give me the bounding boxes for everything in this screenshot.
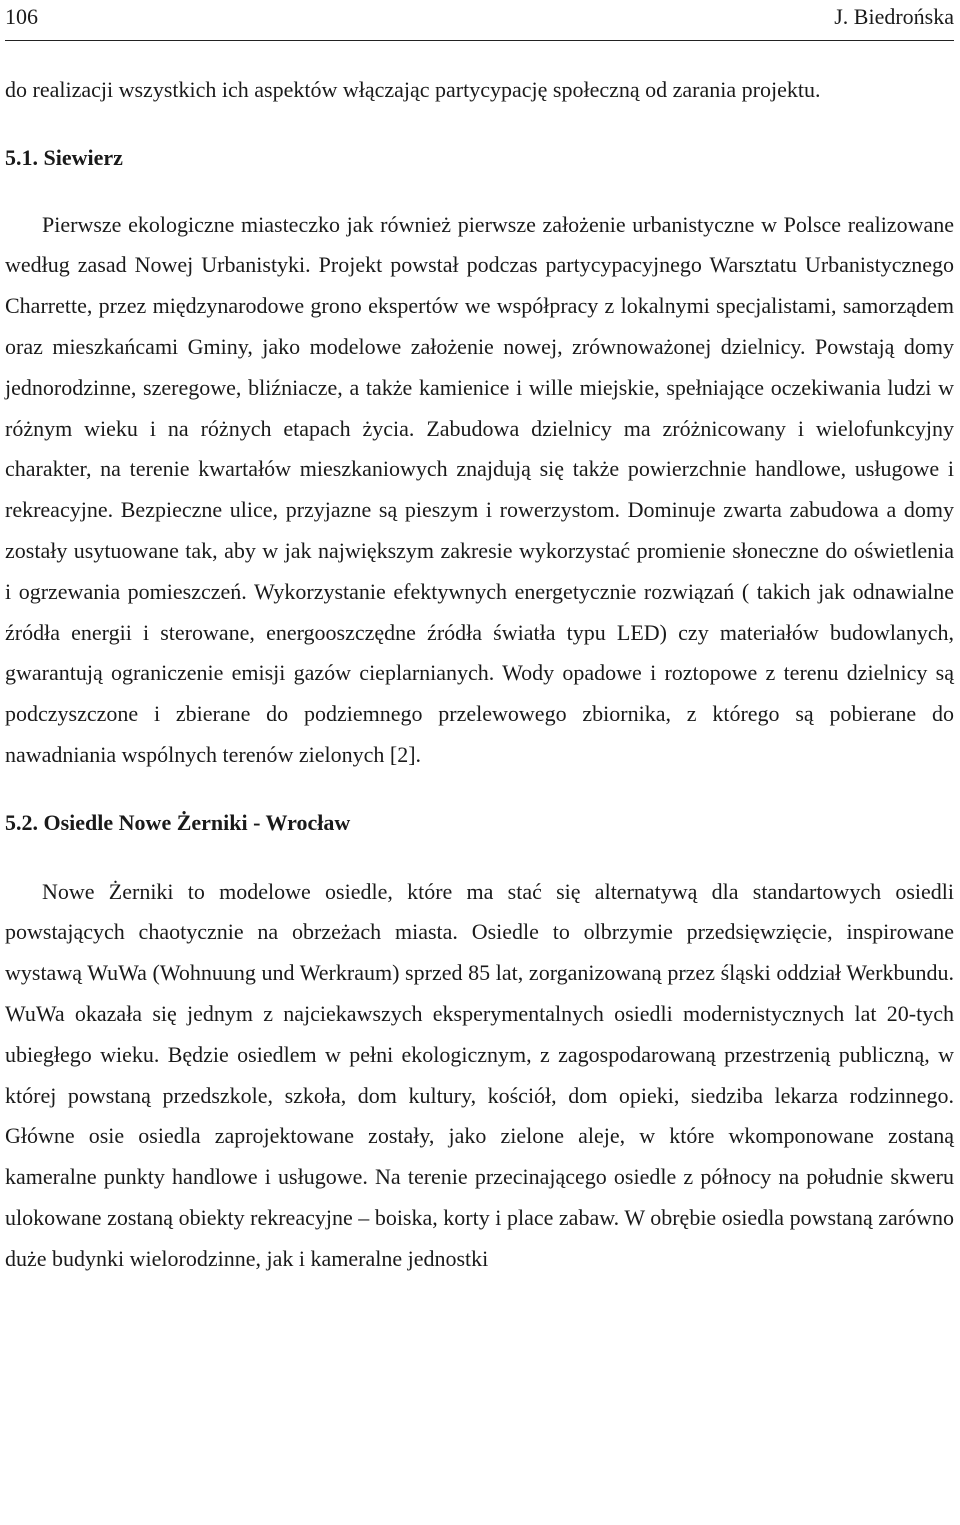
running-header — [5, 0, 954, 41]
paragraph-nowe-zerniki: Nowe Żerniki to modelowe osiedle, które ma stać się alternatywą dla standartowych osiedli powstających chaotycznie na obrzeżach miasta. Osiedle to olbrzymie przedsięwzięcie, inspirowane wystawą WuWa (Wohnuung und Werkraum) sprzed 85 lat, zorganizowaną przez śląski oddział Werkbundu. WuWa okazała się jednym z najciekawszych eksperymentalnych osiedli modernistycznych lat 20-tych ubiegłego wieku. Będzie osiedlem w pełni ekologicznym, z zagospodarowaną przestrzenią publiczną, w której powstaną przedszkole, szkoła, dom kultury, kościół, dom opieki, siedziba lekarza rodzinnego. Główne osie osiedla zaprojektowane zostały, jako zielone aleje, w które wkomponowane zostaną kameralne punkty handlowe i usługowe. Na terenie przecinającego osiedle z północy na południe skweru ulokowane zostaną obiekty rekreacyjne – boiska, korty i place zabaw. W obrębie osiedla powstaną zarówno duże budynki wielorodzinne, jak i kameralne jednostki — [5, 878, 954, 1271]
page-number: 106 — [5, 4, 38, 29]
document-body — [5, 70, 954, 1280]
continuation-paragraph: do realizacji wszystkich ich aspektów włączając partycypację społeczną od zarania projektu. — [5, 77, 821, 102]
paragraph-siewierz: Pierwsze ekologiczne miasteczko jak również pierwsze założenie urbanistyczne w Polsce realizowane według zasad Nowej Urbanistyki. Projekt powstał podczas partycypacyjnego Warsztatu Urbanistycznego Charrette, przez międzynarodowe grono ekspertów we współpracy z lokalnymi specjalistami, samorządem oraz mieszkańcami Gminy, jako modelowe założenie nowej, zrównoważonej dzielnicy. Powstają domy jednorodzinne, szeregowe, bliźniacze, a także kamienice i wille miejskie, spełniające oczekiwania ludzi w różnym wieku i na różnych etapach życia. Zabudowa dzielnicy ma zróżnicowany i wielofunkcyjny charakter, na terenie kwartałów mieszkaniowych znajdują się także powierzchnie handlowe, usługowe i rekreacyjne. Bezpieczne ulice, przyjazne są pieszym i rowerzystom. Dominuje zwarta zabudowa a domy zostały usytuowane tak, aby w jak największym zakresie wykorzystać promienie słoneczne do oświetlenia i ogrzewania pomieszczeń. Wykorzystanie efektywnych energetycznie rozwiązań ( takich jak odnawialne źródła energii i sterowane, energooszczędne źródła światła typu LED) czy materiałów budowlanych, gwarantują ograniczenie emisji gazów cieplarnianych. Wody opadowe i roztopowe z terenu dzielnicy są podczyszczone i zbierane do podziemnego przelewowego zbiornika, z którego są pobierane do nawadniania wspólnych terenów zielonych [2]. — [5, 211, 954, 767]
section-heading-nowe-zerniki: 5.2. Osiedle Nowe Żerniki - Wrocław — [5, 809, 351, 835]
section-heading-siewierz: 5.1. Siewierz — [5, 144, 123, 170]
running-header-author: J. Biedrońska — [834, 4, 954, 29]
